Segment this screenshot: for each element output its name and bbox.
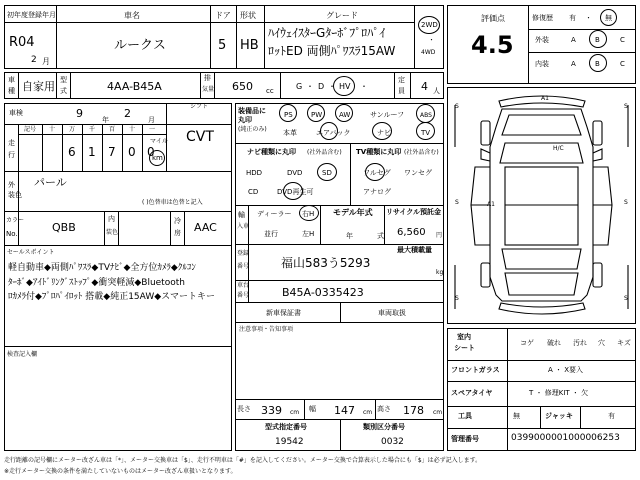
recycle-value: 6,560 xyxy=(397,227,426,238)
int-grade-b: B xyxy=(595,60,600,68)
new-car-warranty: 新車保証書 xyxy=(266,309,301,317)
type-desig-value: 19542 xyxy=(275,437,304,447)
car-diagram xyxy=(447,87,636,324)
length-label: 長さ xyxy=(237,405,251,413)
equip-navi: ナビ xyxy=(377,129,391,137)
capacity-label: 定 xyxy=(398,76,405,84)
exterior-label: 外 xyxy=(8,181,15,189)
import-label-2: 入車 xyxy=(237,223,250,230)
equip-pw: PW xyxy=(311,111,323,119)
interior-item: 破れ xyxy=(547,339,561,347)
model-year-label: モデル年式 xyxy=(333,208,373,217)
interior-item: キズ xyxy=(617,339,631,347)
int-grade-c: C xyxy=(620,60,625,68)
diagram-mark-hc: H/C xyxy=(553,145,564,152)
equip-ps: PS xyxy=(284,111,293,119)
mileage-label-2: 行 xyxy=(8,151,15,159)
exterior-note: ( )色替車は色替と記入 xyxy=(142,199,203,206)
equip-airbag: エアバック xyxy=(316,129,351,137)
mileage-col-hyaku: 百 xyxy=(109,126,116,133)
equip-abs: ABS xyxy=(420,112,432,119)
navi-sd: SD xyxy=(322,169,332,177)
cc-unit: cc xyxy=(266,87,274,95)
diagram-mark-a1-top: A1 xyxy=(541,95,549,102)
first-reg-month: 2 xyxy=(31,55,37,65)
tv-oneseg: ワンセグ xyxy=(404,169,432,177)
equip-label: 装備品に xyxy=(238,107,266,115)
front-glass-values: A ・ X要入 xyxy=(548,366,584,374)
color-no-value: QBB xyxy=(52,221,76,234)
interior-seat-label: 室内 xyxy=(457,333,471,341)
navi-dvd-play-circle xyxy=(283,182,303,200)
mileage-digit: 6 xyxy=(68,145,76,159)
fuel-sep-1: ・ xyxy=(306,82,314,91)
km-label: km xyxy=(152,154,163,162)
diagram-mark-s: S xyxy=(455,295,459,302)
max-load-label: 最大積載量 xyxy=(397,246,432,254)
tools-label: 工具 xyxy=(458,412,472,420)
grade-line-1: ﾊｲｳｪｲｽﾀｰGﾀｰﾎﾞﾌﾟﾛﾊﾟｲ xyxy=(268,26,386,40)
jack-label: ジャッキ xyxy=(545,412,573,420)
first-reg-label: 初年度登録年月 xyxy=(7,11,56,19)
length-value: 339 xyxy=(261,404,282,417)
import-label: 輸 xyxy=(238,211,245,219)
equip-ps-circle xyxy=(279,104,297,122)
interior-item: 汚れ xyxy=(573,339,587,347)
import-parallel: 並行 xyxy=(264,230,278,238)
equip-sunroof: サンルーフ xyxy=(370,111,405,119)
repair-label: 修復歴 xyxy=(532,14,553,22)
drive-2wd-circle xyxy=(418,16,440,34)
use-label-2: 種 xyxy=(8,87,15,95)
drive-2wd: 2WD xyxy=(421,21,438,29)
repair-yes: 有 xyxy=(569,14,576,22)
equip-aw-circle xyxy=(335,104,353,122)
left-block xyxy=(4,103,232,451)
disp-label-2: 気量 xyxy=(202,86,215,93)
navi-sd-circle xyxy=(317,163,337,181)
mileage-digit: 0 xyxy=(128,145,136,159)
tv-fullseg-circle xyxy=(365,163,385,181)
navi-dvd: DVD xyxy=(287,169,303,177)
navi-note: (社外品含む) xyxy=(307,149,342,156)
recycle-unit: 円 xyxy=(436,232,443,239)
fuel-sep-3: ・ xyxy=(360,82,368,91)
shift-value: CVT xyxy=(186,129,214,145)
shape-label: 形状 xyxy=(240,11,256,20)
interior-color-label-2: 装色 xyxy=(106,229,119,236)
equip-airbag-circle xyxy=(320,122,338,140)
import-dealer: ディーラー xyxy=(257,210,292,218)
tv-note: (社外品含む) xyxy=(404,149,439,156)
height-value: 178 xyxy=(403,404,424,417)
tv-fullseg: フルセグ xyxy=(363,169,391,177)
width-value: 147 xyxy=(334,404,355,417)
equip-aw: AW xyxy=(339,111,351,119)
door-count: 5 xyxy=(218,38,227,53)
capacity-value: 4 xyxy=(421,80,428,93)
sales-point-line-3: ﾛｶﾒﾗ付◆ﾌﾟﾛﾊﾟｲﾛｯﾄ 搭載◆純正15AW◆スマートキー xyxy=(8,292,215,302)
recycle-label: リサイクル預託金 xyxy=(386,208,442,216)
tv-analog: アナログ xyxy=(363,188,391,196)
import-right: 右H xyxy=(302,210,315,218)
interior-seat-label-2: シート xyxy=(454,344,475,352)
equip-label-2: 丸印 xyxy=(238,116,252,124)
tv-title: TV種類に丸印 xyxy=(356,148,402,156)
mileage-col-10man: 十 xyxy=(49,126,56,133)
sales-point-line-1: 軽自動車◆両側ﾊﾟﾜｽﾗ◆TVﾅﾋﾞ◆全方位ｶﾒﾗ◆ｸﾙｺﾝ xyxy=(8,263,196,273)
model-year-year: 年 xyxy=(346,232,353,240)
exterior-label-2: 装色 xyxy=(8,191,22,199)
inspector-label: 検査記入欄 xyxy=(7,351,38,358)
chassis-value: B45A-0335423 xyxy=(282,286,364,299)
vehicle-manual: 車両取扱 xyxy=(378,309,406,317)
color-no-label: カラー xyxy=(6,217,25,224)
diagram-mark-s: S xyxy=(455,103,459,110)
fuel-hv: HV xyxy=(339,82,351,91)
mileage-digit: 7 xyxy=(108,145,116,159)
max-load-unit: kg xyxy=(436,269,444,276)
repair-no: 無 xyxy=(605,14,612,22)
first-reg-month-unit: 月 xyxy=(42,57,50,66)
inspection-year-unit: 年 xyxy=(102,116,109,124)
diagram-mark-s: S xyxy=(455,199,459,206)
navi-title: ナビ種類に丸印 xyxy=(247,148,296,156)
fuel-hv-circle xyxy=(333,76,355,96)
width-unit: cm xyxy=(363,409,373,416)
drive-dot: ・ xyxy=(428,36,435,44)
class-desig-label: 類別区分番号 xyxy=(363,423,405,431)
chassis-label-2: 番号 xyxy=(237,292,250,299)
mileage-digit: 1 xyxy=(88,145,96,159)
capacity-label-2: 員 xyxy=(398,87,405,95)
int-grade-a: A xyxy=(571,60,576,68)
diagram-mark-s: S xyxy=(624,103,628,110)
import-left: 左H xyxy=(302,230,315,238)
ext-grade-label: 外装 xyxy=(535,36,549,44)
int-grade-circle xyxy=(589,54,607,72)
registration-label-2: 番号 xyxy=(237,263,250,270)
length-unit: cm xyxy=(290,409,300,416)
exterior-value: パール xyxy=(34,176,67,189)
repair-sep: ・ xyxy=(585,14,592,22)
navi-dvd-play: DVD再生可 xyxy=(277,188,314,196)
equip-leather: 本革 xyxy=(283,129,297,137)
equip-abs-circle xyxy=(416,104,435,123)
interior-item: 穴 xyxy=(598,339,605,347)
navi-cd: CD xyxy=(248,188,259,196)
registration-label: 登録 xyxy=(237,250,250,257)
fuel-d: D xyxy=(318,82,325,91)
ext-grade-a: A xyxy=(571,36,576,44)
mile-label: マイル xyxy=(150,138,168,145)
diagram-mark-a1-left: A1 xyxy=(487,201,495,208)
equip-tv-circle xyxy=(416,122,435,140)
mileage-digit: 0 xyxy=(147,145,155,159)
height-label: 高さ xyxy=(377,405,391,413)
car-name: ルークス xyxy=(114,38,166,53)
ac-value: AAC xyxy=(194,221,217,234)
disp-value: 650 xyxy=(232,80,253,93)
width-label: 幅 xyxy=(309,405,316,413)
ext-grade-circle xyxy=(589,30,607,48)
drive-4wd: 4WD xyxy=(421,49,436,56)
equip-navi-circle xyxy=(372,122,392,140)
footer-note-2: ※走行メーター交換の条件を満たしていないものはメーター改ざん車扱いとなります。 xyxy=(4,468,237,475)
car-name-label: 車名 xyxy=(124,11,140,20)
capacity-unit: 人 xyxy=(433,87,440,95)
grade-line-2: ﾛｯﾄED 両側ﾊﾟﾜｽﾗ15AW xyxy=(268,44,396,58)
mileage-label: 走 xyxy=(8,139,15,147)
tools-value: 無 xyxy=(513,412,520,420)
inspection-year: 9 xyxy=(76,107,83,120)
repair-no-circle xyxy=(600,9,617,26)
chassis-label: 車台 xyxy=(237,282,250,289)
model-value: 4AA-B45A xyxy=(107,80,162,93)
import-right-circle xyxy=(299,205,319,221)
color-no-label-2: No. xyxy=(6,230,18,238)
mileage-col-sym: 記号 xyxy=(24,126,37,133)
mileage-col-ichi: 一 xyxy=(149,126,156,133)
int-grade-label: 内装 xyxy=(535,60,549,68)
height-unit: cm xyxy=(433,409,443,416)
mgmt-label: 管理番号 xyxy=(451,435,479,443)
ext-grade-b: B xyxy=(595,36,600,44)
inspection-label: 車検 xyxy=(9,109,23,117)
disp-label: 排 xyxy=(204,74,211,82)
model-label-2: 式 xyxy=(60,87,67,95)
footer-note-1: 走行距離の記号欄にメーター改ざん車は「*」、メーター交換車は「$」、走行不明車は「#」を記入してください。メーター交換で合算表示した場合にも「$」は必ず記入します。 xyxy=(4,457,482,464)
score-label: 評価点 xyxy=(481,14,505,23)
class-desig-value: 0032 xyxy=(381,437,404,447)
equip-note: (純正のみ) xyxy=(238,126,267,133)
ext-grade-c: C xyxy=(620,36,625,44)
first-reg-year: R04 xyxy=(9,35,35,50)
equip-pw-circle xyxy=(307,104,325,122)
ac-label-2: 房 xyxy=(174,229,181,237)
notes-label: 注意事項・告知事項 xyxy=(239,326,294,333)
score-value: 4.5 xyxy=(471,31,514,59)
mgmt-value: 0399000001000006253 xyxy=(511,433,620,443)
ac-label: 冷 xyxy=(174,217,181,225)
use-label: 車 xyxy=(8,76,15,84)
registration-value: 福山583う5293 xyxy=(281,256,371,270)
use-value: 自家用 xyxy=(22,80,55,93)
sales-point-label: セールスポイント xyxy=(7,249,55,256)
fuel-sep-2: ・ xyxy=(328,82,336,91)
model-year-type: 式 xyxy=(377,232,384,240)
inspection-month: 2 xyxy=(124,107,131,120)
mileage-col-sen: 千 xyxy=(89,126,96,133)
jack-value: 有 xyxy=(608,412,615,420)
km-circle xyxy=(149,150,165,166)
diagram-mark-s: S xyxy=(624,295,628,302)
type-desig-label: 型式指定番号 xyxy=(265,423,307,431)
spare-tire-label: スペアタイヤ xyxy=(451,389,493,397)
fuel-g: G xyxy=(296,82,303,91)
interior-item: コゲ xyxy=(520,339,534,347)
spare-tire-values: T ・ 修理KIT ・ 欠 xyxy=(529,389,589,397)
mileage-col-man: 万 xyxy=(69,126,76,133)
model-label: 型 xyxy=(60,76,67,84)
sales-point-line-2: ﾀｰﾎﾞ◆ｱｲﾄﾞﾘﾝｸﾞｽﾄｯﾌﾟ◆衝突軽減◆Bluetooth xyxy=(8,278,185,288)
diagram-mark-s: S xyxy=(624,199,628,206)
interior-color-label: 内 xyxy=(108,215,115,223)
inspection-month-unit: 月 xyxy=(148,116,155,124)
shift-label: シフト xyxy=(190,103,209,110)
equip-tv: TV xyxy=(421,129,431,137)
grade-label: グレード xyxy=(326,11,358,20)
door-label: ドア xyxy=(215,11,231,20)
navi-hdd: HDD xyxy=(246,169,263,177)
shape-value: HB xyxy=(240,38,259,53)
front-glass-label: フロントガラス xyxy=(451,366,500,374)
mileage-col-ju: 十 xyxy=(129,126,136,133)
